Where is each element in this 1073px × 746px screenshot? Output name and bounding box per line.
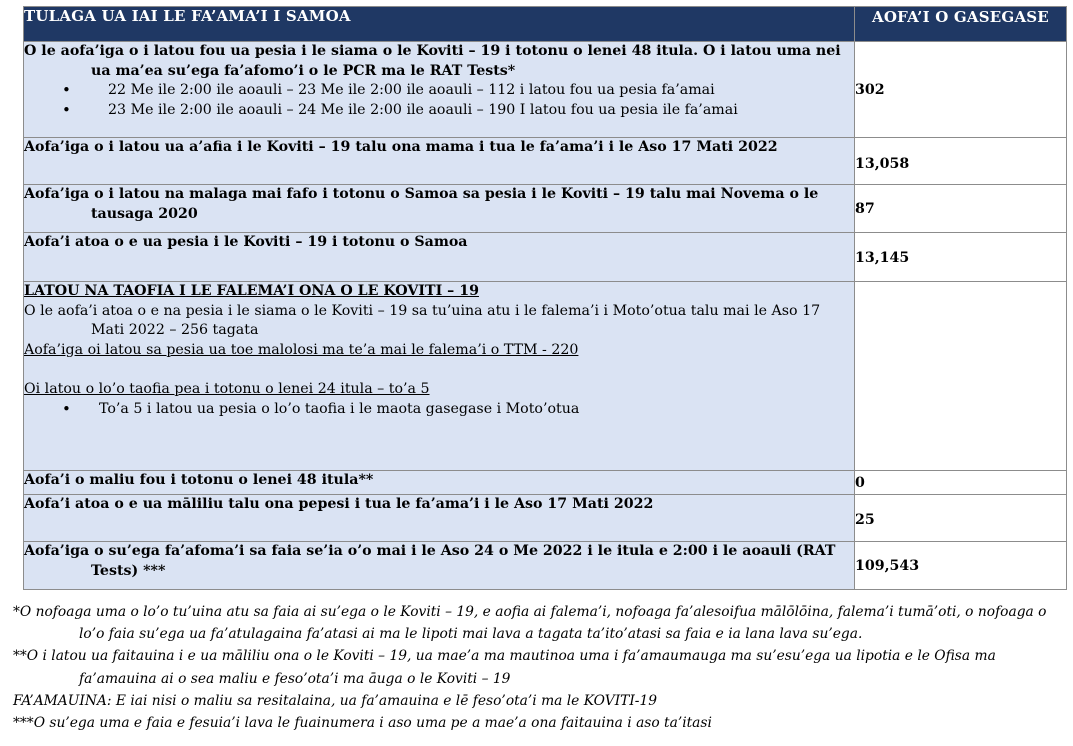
list-item: • 22 Me ile 2:00 ile aoauli – 23 Me ile 2:00 ile aoauli – 112 i latou fou ua pesia fa’amai bbox=[24, 81, 854, 101]
table-title: TULAGA UA IAI LE FA’AMA’I I SAMOA bbox=[24, 7, 855, 42]
row-text: Aofa’iga o i latou na malaga mai fafo i totonu o Samoa sa pesia i le Koviti – 19 talu mai Novema o le tausaga 2020 bbox=[24, 186, 819, 222]
row-text: Aofa’iga oi latou sa pesia ua toe malolosi ma te’a mai le falema’i o TTM - 220 bbox=[24, 341, 579, 358]
table-row bbox=[24, 282, 1067, 471]
row-text: Aofa’i atoa o e ua māliliu talu ona pepesi i tua le fa’ama’i i le Aso 17 Mati 2022 bbox=[24, 496, 654, 512]
footnote: ***O su’ega uma e faia e fesuia’i lava le fuainumera i aso uma pe a mae’a ona faitauina i aso ta’itasi bbox=[13, 715, 712, 732]
row-value bbox=[855, 282, 1067, 471]
row-value: 25 bbox=[855, 495, 1067, 542]
spacer bbox=[24, 360, 854, 380]
row-text: Aofa’iga o su’ega fa’afoma’i sa faia se’ia o’o mai i le Aso 24 o Me 2022 i le itula e 2:00 i le aoauli (RAT Tests) *** bbox=[24, 543, 836, 579]
row-text: Aofa’i o maliu fou i totonu o lenei 48 itula** bbox=[24, 472, 374, 488]
count-column-header: AOFA’I O GASEGASE bbox=[855, 7, 1067, 42]
row-value: 87 bbox=[855, 185, 1067, 233]
footnotes bbox=[13, 601, 1063, 734]
row-value: 13,145 bbox=[855, 233, 1067, 282]
row-description bbox=[24, 233, 855, 282]
table-row bbox=[24, 471, 1067, 495]
row-text: Oi latou o lo’o taofia pea i totonu o lenei 24 itula – to’a 5 bbox=[24, 381, 430, 397]
footnote: **O i latou ua faitauina i e ua māliliu ona o le Koviti – 19, ua mae’a ma mautinoa uma i fa’amaumauga ma su’esu’ega ua lipotia e le Ofisa ma fa’amauina ai o sea maliu e feso’ota’i ma āuga o le Koviti – 19 bbox=[13, 648, 996, 687]
list-item: • 23 Me ile 2:00 ile aoauli – 24 Me ile 2:00 ile aoauli – 190 I latou fou ua pesia ile fa’amai bbox=[24, 101, 854, 121]
footnote: *O nofoaga uma o lo’o tu’uina atu sa faia ai su’ega o le Koviti – 19, e aofia ai falema’i, nofoaga fa’alesoifua mālōlōina, falema’i tumā’oti, o nofoaga o lo’o faia su’ega ua fa’atulagaina fa’atasi ai ma le lipoti mai lava a tagata ta’ito’atasi sa faia e ia lana lava su’ega. bbox=[13, 604, 1047, 643]
row-text: O le aofa’iga o i latou fou ua pesia i le siama o le Koviti – 19 i totonu o lenei 48 itula. O i latou uma nei ua ma’ea su’ega fa’afomo’i o le PCR ma le RAT Tests* bbox=[24, 43, 841, 79]
row-description bbox=[24, 542, 855, 590]
table-row bbox=[24, 42, 1067, 138]
table-row bbox=[24, 185, 1067, 233]
row-description bbox=[24, 495, 855, 542]
row-description bbox=[24, 42, 855, 138]
row-text: Aofa’i atoa o e ua pesia i le Koviti – 19 i totonu o Samoa bbox=[24, 234, 468, 250]
row-text: O le aofa’i atoa o e na pesia i le siama o le Koviti – 19 sa tu’uina atu i le falema’i i Moto’otua talu mai le Aso 17 Mati 2022 – 256 tagata bbox=[24, 302, 821, 338]
section-heading: LATOU NA TAOFIA I LE FALEMA’I ONA O LE KOVITI – 19 bbox=[24, 283, 479, 299]
row-description bbox=[24, 185, 855, 233]
row-value: 109,543 bbox=[855, 542, 1067, 590]
row-description bbox=[24, 138, 855, 185]
covid-status-table bbox=[23, 6, 1067, 590]
table-row bbox=[24, 542, 1067, 590]
row-value: 13,058 bbox=[855, 138, 1067, 185]
row-description bbox=[24, 471, 855, 495]
table-row bbox=[24, 233, 1067, 282]
row-value: 302 bbox=[855, 42, 1067, 138]
footnote: FA’AMAUINA: E iai nisi o maliu sa resitalaina, ua fa’amauina e lē feso’ota’i ma le KOVITI-19 bbox=[13, 692, 658, 709]
row-description bbox=[24, 282, 855, 471]
row-text: Aofa’iga o i latou ua a’afia i le Koviti – 19 talu ona mama i tua le fa’ama’i i le Aso 17 Mati 2022 bbox=[24, 139, 778, 155]
table-row bbox=[24, 495, 1067, 542]
table-row bbox=[24, 138, 1067, 185]
list-item: • To’a 5 i latou ua pesia o lo’o taofia i le maota gasegase i Moto’otua bbox=[24, 400, 854, 420]
row-value: 0 bbox=[855, 471, 1067, 495]
table-header-row bbox=[24, 7, 1067, 42]
